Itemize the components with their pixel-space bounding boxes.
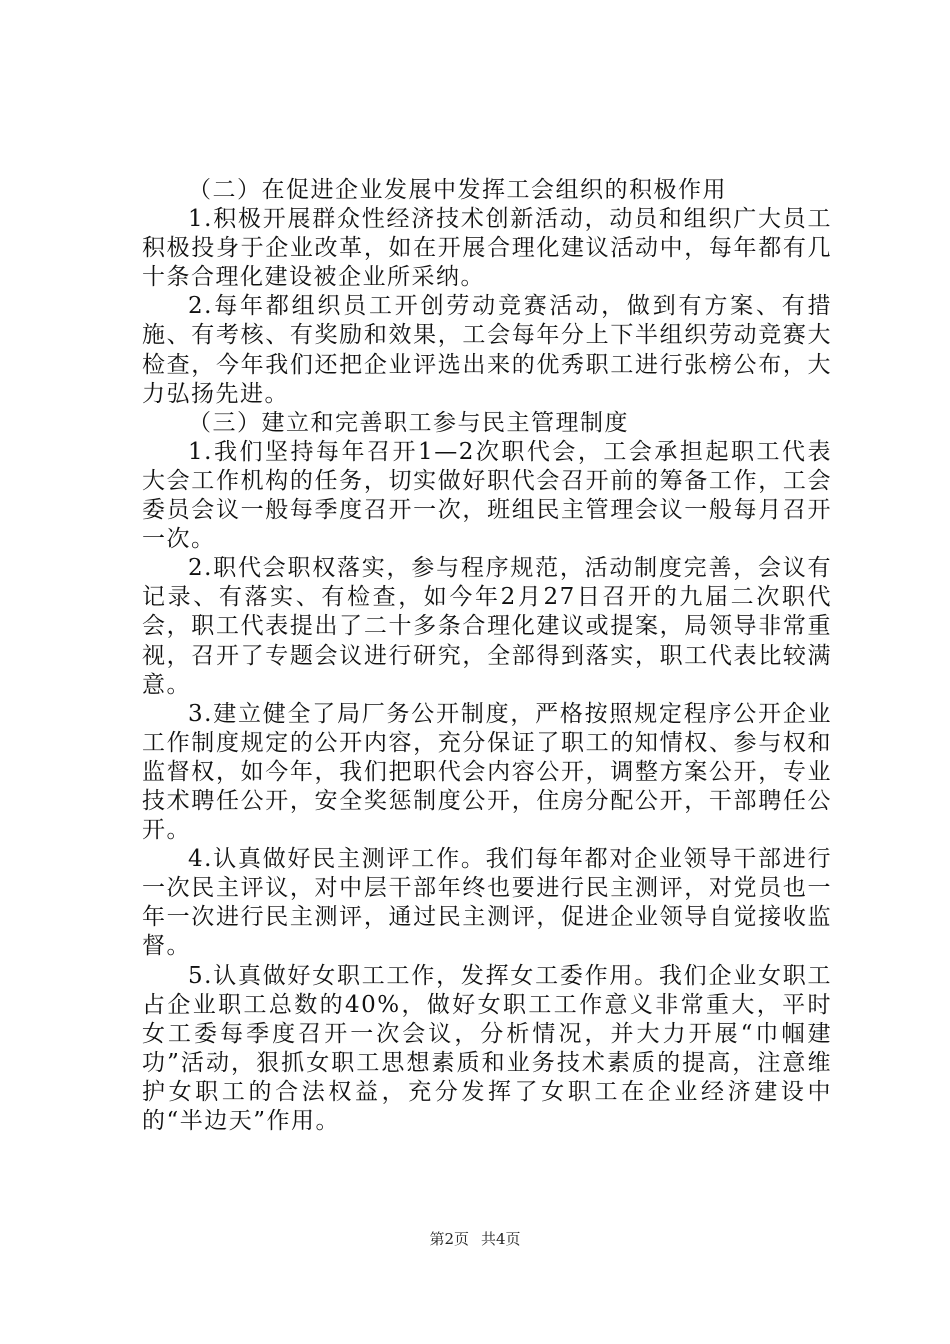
- page-number: 第2页: [429, 1230, 469, 1248]
- paragraph-3-2: 2.职代会职权落实，参与程序规范，活动制度完善，会议有记录、有落实、有检查，如今年2月27日召开的九届二次职代会，职工代表提出了二十多条合理化建议或提案，局领导非常重视，召开了专题会议进行研究，全部得到落实，职工代表比较满意。: [142, 555, 832, 698]
- paragraph-3-5: 5.认真做好女职工工作，发挥女工委作用。我们企业女职工占企业职工总数的40%，做好女职工工作意义非常重大，平时女工委每季度召开一次会议，分析情况，并大力开展“巾帼建功”活动，狠抓女职工思想素质和业务技术素质的提高，注意维护女职工的合法权益，充分发挥了女职工在企业经济建设中的“半边天”作用。: [142, 962, 832, 1134]
- paragraph-3-1: 1.我们坚持每年召开1—2次职代会，工会承担起职工代表大会工作机构的任务，切实做好职代会召开前的筹备工作，工会委员会议一般每季度召开一次，班组民主管理会议一般每月召开一次。: [142, 438, 832, 553]
- page-total: 共4页: [481, 1230, 521, 1248]
- document-body: [142, 176, 832, 1136]
- paragraph-2-1: 1.积极开展群众性经济技术创新活动，动员和组织广大员工积极投身于企业改革，如在开展合理化建议活动中，每年都有几十条合理化建设被企业所采纳。: [142, 206, 832, 291]
- page-footer: [0, 1228, 950, 1249]
- paragraph-2-2: 2.每年都组织员工开创劳动竞赛活动，做到有方案、有措施、有考核、有奖励和效果，工会每年分上下半组织劳动竞赛大检查，今年我们还把企业评选出来的优秀职工进行张榜公布，大力弘扬先进。: [142, 293, 832, 407]
- section-heading-3: （三）建立和完善职工参与民主管理制度: [188, 409, 629, 436]
- paragraph-3-4: 4.认真做好民主测评工作。我们每年都对企业领导干部进行一次民主评议，对中层干部年终也要进行民主测评，对党员也一年一次进行民主测评，通过民主测评，促进企业领导自觉接收监督。: [142, 846, 832, 960]
- paragraph-3-3: 3.建立健全了局厂务公开制度，严格按照规定程序公开企业工作制度规定的公开内容，充分保证了职工的知情权、参与权和监督权，如今年，我们把职代会内容公开，调整方案公开，专业技术聘任公开，安全奖惩制度公开，住房分配公开，干部聘任公开。: [142, 700, 832, 844]
- section-heading-2: （二）在促进企业发展中发挥工会组织的积极作用: [188, 177, 727, 203]
